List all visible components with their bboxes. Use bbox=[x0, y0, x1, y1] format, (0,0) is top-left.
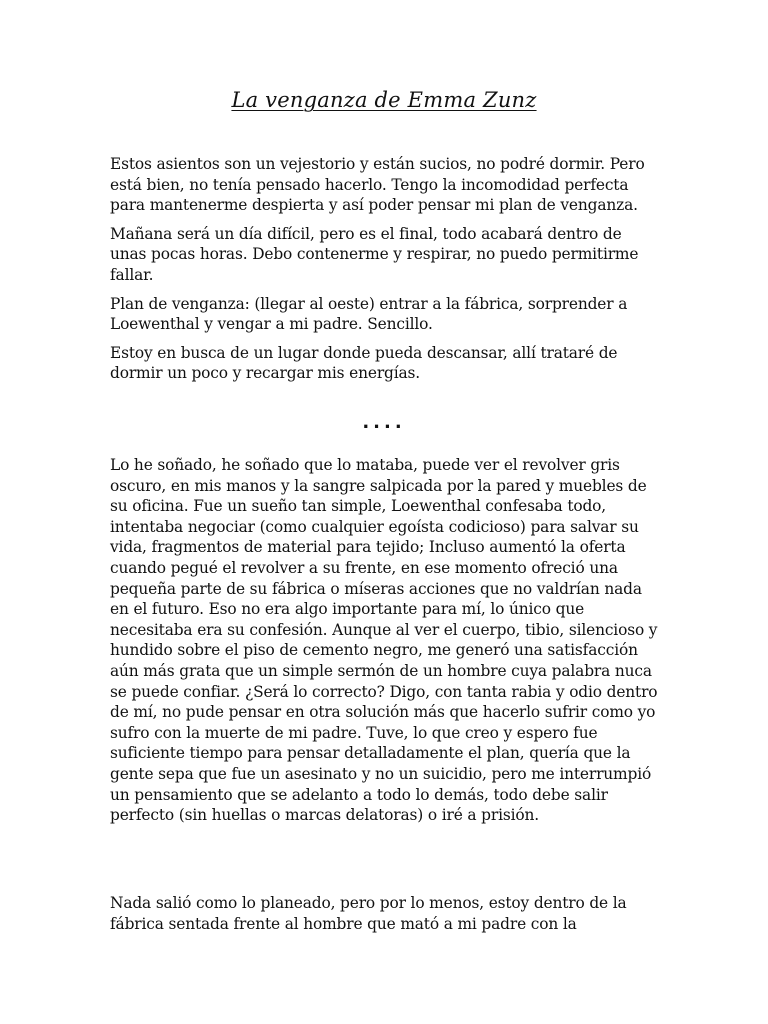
paragraph: Plan de venganza: (llegar al oeste) entrar a la fábrica, sorprender a Loewenthal y vengar a mi padre. Sencillo. bbox=[110, 294, 628, 334]
paragraph: Estoy en busca de un lugar donde pueda descansar, allí trataré de dormir un poco y recargar mis energías. bbox=[110, 343, 618, 383]
dream-section bbox=[110, 455, 662, 834]
closing-section bbox=[110, 893, 662, 942]
paragraph: Nada salió como lo planeado, pero por lo menos, estoy dentro de la fábrica sentada frente al hombre que mató a mi padre con la bbox=[110, 894, 627, 933]
section-break: .... bbox=[362, 412, 406, 433]
paragraph: Mañana será un día difícil, pero es el final, todo acabará dentro de unas pocas horas. Debo contenerme y respirar, no puedo permitirme fallar. bbox=[110, 224, 639, 284]
document-title: La venganza de Emma Zunz bbox=[231, 88, 537, 112]
opening-section bbox=[110, 154, 662, 392]
paragraph: Estos asientos son un vejestorio y están sucios, no podré dormir. Pero está bien, no tenía pensado hacerlo. Tengo la incomodidad perfecta para mantenerme despierta y así poder pensar mi plan de venganza. bbox=[110, 155, 645, 215]
paragraph: Lo he soñado, he soñado que lo mataba, puede ver el revolver gris oscuro, en mis manos y la sangre salpicada por la pared y muebles de su oficina. Fue un sueño tan simple, Loewenthal confesaba todo, intentaba negociar (como cualquier egoísta codicioso) para salvar su vida, fragmentos de material para tejido; Incluso aumentó la oferta cuando pegué el revolver a su frente, en ese momento ofreció una pequeña parte de su fábrica o míseras acciones que no valdrían nada en el futuro. Eso no era algo importante para mí, lo único que necesitaba era su confesión. Aunque al ver el cuerpo, tibio, silencioso y hundido sobre el piso de cemento negro, me generó una satisfacción aún más grata que un simple sermón de un hombre cuya palabra nuca se puede confiar. ¿Será lo correcto? Digo, con tanta rabia y odio dentro de mí, no pude pensar en otra solución más que hacerlo sufrir como yo sufro con la muerte de mi padre. Tuve, lo que creo y espero fue suficiente tiempo para pensar detalladamente el plan, quería que la gente sepa que fue un asesinato y no un suicidio, pero me interrumpió un pensamiento que se adelanto a todo lo demás, todo debe salir perfecto (sin huellas o marcas delatoras) o iré a prisión. bbox=[110, 456, 658, 825]
